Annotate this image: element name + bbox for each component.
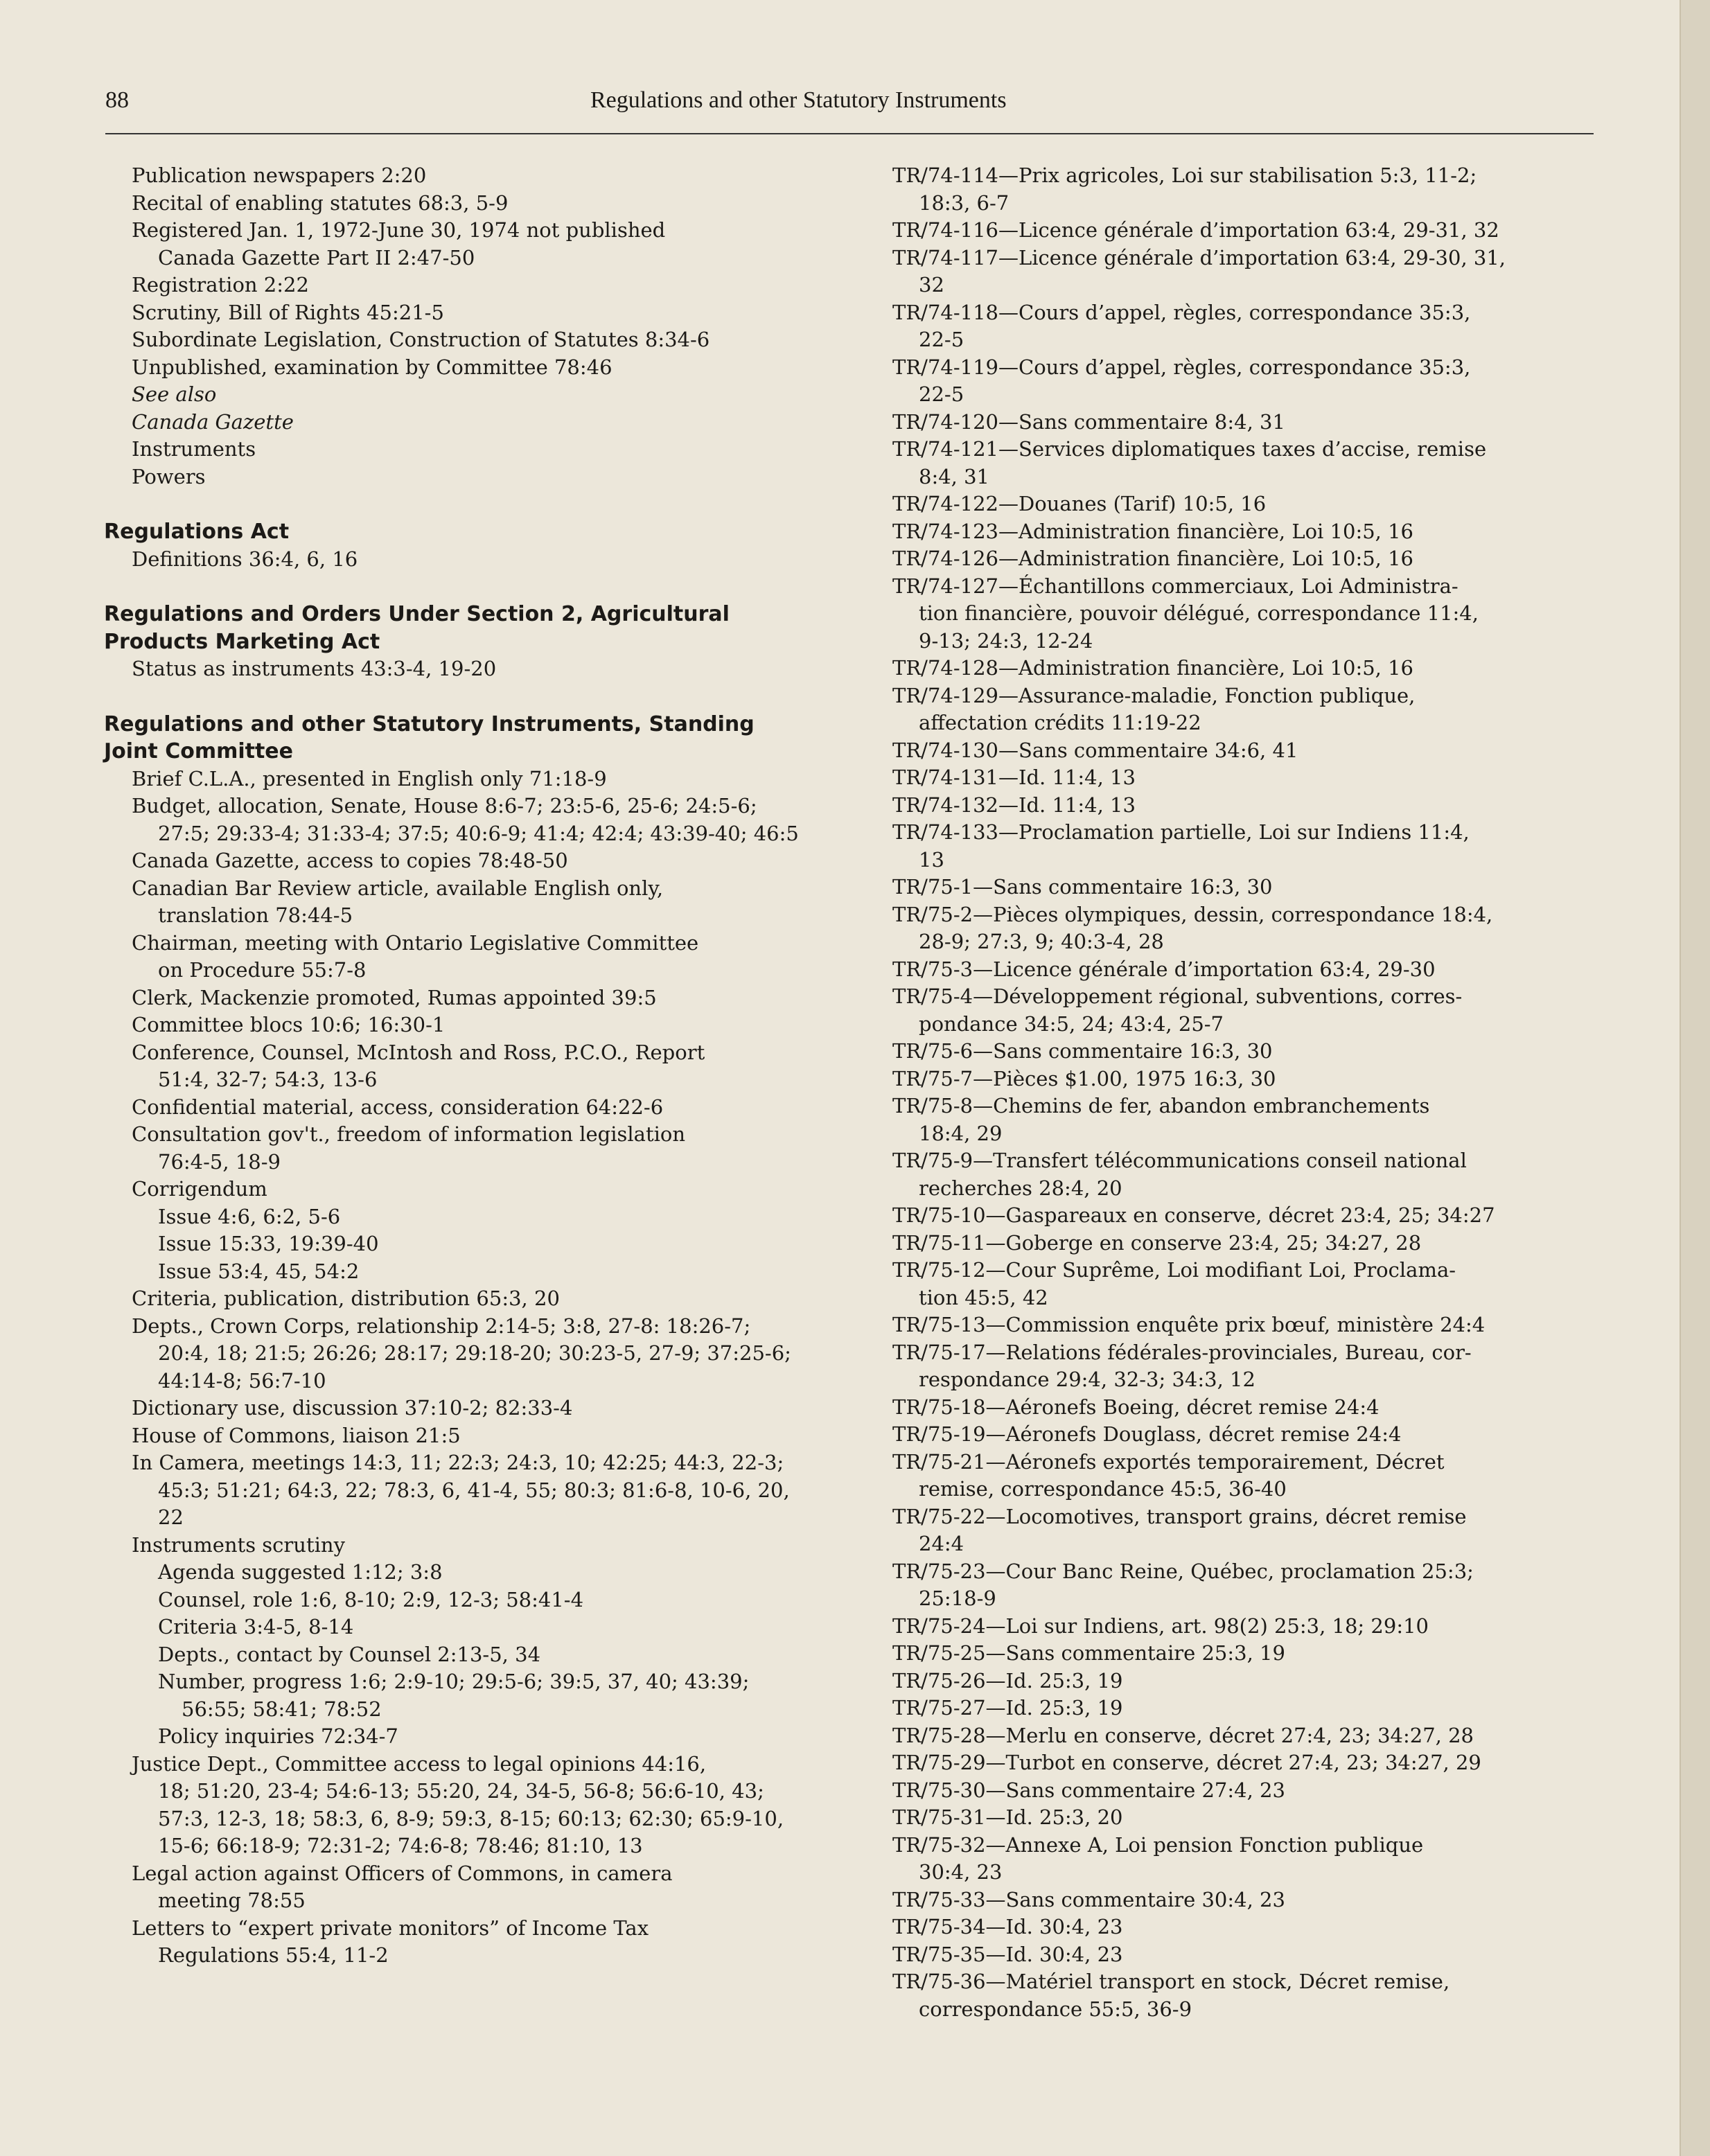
index-line: TR/74-117—Licence générale d’importation 63:4, 29-30, 31,: [892, 245, 1506, 270]
index-line: Canada Gazette Part II 2:47-50: [158, 245, 475, 270]
index-line: TR/75-6—Sans commentaire 16:3, 30: [892, 1039, 1273, 1063]
index-line: TR/75-27—Id. 25:3, 19: [892, 1696, 1123, 1720]
index-line: affectation crédits 11:19-22: [919, 711, 1201, 734]
index-line: Depts., contact by Counsel 2:13-5, 34: [158, 1642, 541, 1666]
index-line: TR/75-12—Cour Suprême, Loi modifiant Loi, Proclama-: [892, 1258, 1456, 1282]
index-heading: Regulations and Orders Under Section 2, Agricultural: [104, 602, 730, 626]
index-line: 22-5: [919, 328, 964, 351]
index-line: TR/75-26—Id. 25:3, 19: [892, 1668, 1123, 1693]
index-line: Consultation gov't., freedom of information legislation: [132, 1122, 686, 1146]
index-line: In Camera, meetings 14:3, 11; 22:3; 24:3, 10; 42:25; 44:3, 22-3;: [132, 1451, 784, 1474]
index-line: TR/75-34—Id. 30:4, 23: [892, 1915, 1123, 1938]
index-line: TR/74-121—Services diplomatiques taxes d’accise, remise: [892, 437, 1487, 461]
index-line: 32: [919, 273, 944, 297]
index-line: TR/75-9—Transfert télécommunications conseil national: [892, 1149, 1467, 1172]
right-column: [892, 162, 1592, 2023]
index-line: TR/75-2—Pièces olympiques, dessin, correspondance 18:4,: [892, 902, 1493, 926]
index-line: Letters to “expert private monitors” of Income Tax: [132, 1916, 649, 1940]
index-line: Publication newspapers 2:20: [132, 164, 427, 187]
index-line: TR/74-129—Assurance-maladie, Fonction publique,: [892, 683, 1416, 707]
index-line: translation 78:44-5: [158, 903, 353, 927]
index-line: TR/74-131—Id. 11:4, 13: [892, 766, 1136, 789]
running-header: [105, 87, 1594, 134]
index-line: meeting 78:55: [158, 1889, 306, 1912]
index-line: 15-6; 66:18-9; 72:31-2; 74:6-8; 78:46; 81:10, 13: [158, 1834, 643, 1857]
index-line: TR/75-29—Turbot en conserve, décret 27:4, 23; 34:27, 29: [892, 1751, 1481, 1774]
index-line: Issue 4:6, 6:2, 5-6: [158, 1204, 341, 1228]
index-line: Agenda suggested 1:12; 3:8: [158, 1560, 443, 1584]
index-line: TR/75-22—Locomotives, transport grains, décret remise: [892, 1504, 1467, 1528]
index-line: TR/75-18—Aéronefs Boeing, décret remise 24:4: [892, 1395, 1380, 1419]
index-line: TR/74-123—Administration financière, Loi 10:5, 16: [892, 519, 1414, 543]
index-line: 44:14-8; 56:7-10: [158, 1368, 326, 1393]
index-line: TR/75-8—Chemins de fer, abandon embranchements: [892, 1094, 1430, 1117]
index-line: Criteria 3:4-5, 8-14: [158, 1615, 354, 1638]
index-line: TR/75-30—Sans commentaire 27:4, 23: [892, 1778, 1285, 1802]
see-also: See also: [132, 382, 217, 406]
index-line: TR/75-19—Aéronefs Douglass, décret remise 24:4: [892, 1422, 1402, 1446]
index-line: TR/75-13—Commission enquête prix bœuf, ministère 24:4: [892, 1313, 1486, 1336]
index-line: Dictionary use, discussion 37:10-2; 82:33-4: [132, 1396, 573, 1420]
index-line: TR/74-130—Sans commentaire 34:6, 41: [892, 738, 1298, 762]
index-line: TR/74-133—Proclamation partielle, Loi sur Indiens 11:4,: [892, 820, 1470, 844]
index-line: Confidential material, access, consideration 64:22-6: [132, 1095, 664, 1119]
index-line: remise, correspondance 45:5, 36-40: [919, 1477, 1287, 1501]
index-line: 56:55; 58:41; 78:52: [182, 1697, 382, 1721]
index-line: recherches 28:4, 20: [919, 1176, 1122, 1200]
index-line: TR/74-126—Administration financière, Loi 10:5, 16: [892, 547, 1414, 570]
index-line: Brief C.L.A., presented in English only 71:18-9: [132, 766, 607, 790]
index-line: Canada Gazette, access to copies 78:48-50: [132, 849, 568, 872]
index-line: Instruments scrutiny: [132, 1532, 345, 1557]
index-line: TR/75-32—Annexe A, Loi pension Fonction publique: [892, 1832, 1424, 1857]
index-line: 28-9; 27:3, 9; 40:3-4, 28: [919, 930, 1164, 953]
index-line: correspondance 55:5, 36-9: [919, 1997, 1192, 2021]
index-line: TR/74-120—Sans commentaire 8:4, 31: [892, 409, 1285, 434]
index-line: TR/75-28—Merlu en conserve, décret 27:4, 23; 34:27, 28: [892, 1723, 1474, 1747]
index-heading: Joint Committee: [104, 739, 294, 763]
index-line: TR/75-33—Sans commentaire 30:4, 23: [892, 1887, 1285, 1911]
index-line: 18; 51:20, 23-4; 54:6-13; 55:20, 24, 34-5, 56-8; 56:6-10, 43;: [158, 1779, 764, 1803]
index-line: 25:18-9: [919, 1587, 996, 1610]
index-line: TR/75-3—Licence générale d’importation 63:4, 29-30: [892, 957, 1436, 981]
index-line: Registration 2:22: [132, 273, 309, 297]
index-line: Scrutiny, Bill of Rights 45:21-5: [132, 300, 444, 324]
index-line: TR/75-7—Pièces $1.00, 1975 16:3, 30: [892, 1066, 1276, 1090]
index-line: Unpublished, examination by Committee 78:46: [132, 355, 612, 379]
index-line: Chairman, meeting with Ontario Legislative Committee: [132, 930, 699, 955]
index-line: TR/75-36—Matériel transport en stock, Décret remise,: [892, 1970, 1450, 1993]
index-heading: Regulations Act: [104, 520, 290, 544]
index-line: TR/75-31—Id. 25:3, 20: [892, 1805, 1123, 1829]
index-line: TR/75-17—Relations fédérales-provinciales, Bureau, cor-: [892, 1340, 1472, 1364]
index-line: TR/74-132—Id. 11:4, 13: [892, 793, 1136, 817]
index-line: on Procedure 55:7-8: [158, 958, 367, 982]
index-line: 8:4, 31: [919, 464, 990, 488]
index-line: TR/74-114—Prix agricoles, Loi sur stabilisation 5:3, 11-2;: [892, 164, 1477, 187]
index-line: 30:4, 23: [919, 1860, 1003, 1884]
index-line: Depts., Crown Corps, relationship 2:14-5; 3:8, 27-8: 18:26-7;: [132, 1314, 751, 1338]
cross-reference: Instruments: [132, 437, 256, 461]
index-line: 45:3; 51:21; 64:3, 22; 78:3, 6, 41-4, 55; 80:3; 81:6-8, 10-6, 20,: [158, 1478, 790, 1502]
index-line: tion 45:5, 42: [919, 1285, 1048, 1309]
index-line: TR/75-1—Sans commentaire 16:3, 30: [892, 875, 1273, 899]
index-line: Counsel, role 1:6, 8-10; 2:9, 12-3; 58:41-4: [158, 1587, 584, 1611]
index-line: Criteria, publication, distribution 65:3, 20: [132, 1287, 560, 1310]
index-line: 27:5; 29:33-4; 31:33-4; 37:5; 40:6-9; 41:4; 42:4; 43:39-40; 46:5: [158, 821, 799, 845]
index-line: Number, progress 1:6; 2:9-10; 29:5-6; 39:5, 37, 40; 43:39;: [158, 1670, 750, 1693]
index-line: TR/74-118—Cours d’appel, règles, correspondance 35:3,: [892, 300, 1471, 324]
index-line: Committee blocs 10:6; 16:30-1: [132, 1013, 446, 1036]
index-line: TR/75-23—Cour Banc Reine, Québec, proclamation 25:3;: [892, 1559, 1474, 1583]
index-line: pondance 34:5, 24; 43:4, 25-7: [919, 1011, 1224, 1036]
page-number: 88: [105, 87, 129, 113]
index-line: 18:4, 29: [919, 1121, 1003, 1145]
index-line: TR/75-25—Sans commentaire 25:3, 19: [892, 1641, 1285, 1665]
index-line: TR/75-24—Loi sur Indiens, art. 98(2) 25:3, 18; 29:10: [892, 1614, 1429, 1638]
index-line: Registered Jan. 1, 1972-June 30, 1974 not published: [132, 218, 666, 242]
index-line: 51:4, 32-7; 54:3, 13-6: [158, 1068, 378, 1091]
index-line: 57:3, 12-3, 18; 58:3, 6, 8-9; 59:3, 8-15; 60:13; 62:30; 65:9-10,: [158, 1806, 784, 1830]
index-line: Legal action against Officers of Commons, in camera: [132, 1861, 673, 1885]
index-line: Policy inquiries 72:34-7: [158, 1724, 398, 1748]
index-line: TR/75-4—Développement régional, subventions, corres-: [892, 984, 1463, 1008]
index-line: TR/74-122—Douanes (Tarif) 10:5, 16: [892, 492, 1267, 515]
running-title: Regulations and other Statutory Instruments: [590, 87, 1007, 113]
index-line: TR/74-119—Cours d’appel, règles, correspondance 35:3,: [892, 355, 1471, 379]
index-line: 9-13; 24:3, 12-24: [919, 628, 1093, 653]
index-line: Regulations 55:4, 11-2: [158, 1943, 389, 1967]
cross-reference: Canada Gazette: [132, 409, 294, 434]
left-column: [104, 162, 831, 1970]
index-line: Issue 15:33, 19:39-40: [158, 1232, 379, 1255]
index-line: respondance 29:4, 32-3; 34:3, 12: [919, 1368, 1255, 1391]
index-line: tion financière, pouvoir délégué, correspondance 11:4,: [919, 601, 1479, 625]
index-line: Status as instruments 43:3-4, 19-20: [132, 657, 497, 680]
index-line: TR/74-128—Administration financière, Loi 10:5, 16: [892, 656, 1414, 680]
index-line: Definitions 36:4, 6, 16: [132, 547, 358, 571]
index-heading: Regulations and other Statutory Instruments, Standing: [104, 712, 755, 736]
cross-reference: Powers: [132, 464, 206, 488]
index-line: 24:4: [919, 1532, 964, 1555]
index-line: TR/74-127—Échantillons commerciaux, Loi Administra-: [892, 574, 1458, 598]
index-line: TR/75-10—Gaspareaux en conserve, décret 23:4, 25; 34:27: [892, 1203, 1495, 1227]
index-line: Clerk, Mackenzie promoted, Rumas appointed 39:5: [132, 985, 657, 1009]
index-line: Conference, Counsel, McIntosh and Ross, P.C.O., Report: [132, 1040, 705, 1064]
index-line: 13: [919, 847, 944, 872]
index-line: Corrigendum: [132, 1177, 267, 1201]
page-edge: [1680, 0, 1710, 2156]
index-line: 20:4, 18; 21:5; 26:26; 28:17; 29:18-20; 30:23-5, 27-9; 37:25-6;: [158, 1341, 791, 1365]
index-line: 22: [158, 1505, 184, 1529]
index-line: 22-5: [919, 382, 964, 406]
index-line: TR/75-11—Goberge en conserve 23:4, 25; 34:27, 28: [892, 1230, 1422, 1255]
index-line: Recital of enabling statutes 68:3, 5-9: [132, 191, 509, 215]
index-line: TR/75-35—Id. 30:4, 23: [892, 1942, 1123, 1966]
index-line: Canadian Bar Review article, available English only,: [132, 876, 664, 900]
index-line: 18:3, 6-7: [919, 191, 1010, 215]
index-line: 76:4-5, 18-9: [158, 1149, 281, 1174]
index-heading: Products Marketing Act: [104, 629, 380, 654]
index-line: Justice Dept., Committee access to legal opinions 44:16,: [132, 1751, 707, 1776]
index-line: Subordinate Legislation, Construction of Statutes 8:34-6: [132, 328, 710, 351]
index-line: Budget, allocation, Senate, House 8:6-7; 23:5-6, 25-6; 24:5-6;: [132, 794, 757, 818]
index-line: Issue 53:4, 45, 54:2: [158, 1259, 360, 1283]
index-line: TR/75-21—Aéronefs exportés temporairement, Décret: [892, 1449, 1445, 1474]
index-line: House of Commons, liaison 21:5: [132, 1423, 461, 1447]
index-line: TR/74-116—Licence générale d’importation 63:4, 29-31, 32: [892, 218, 1499, 242]
